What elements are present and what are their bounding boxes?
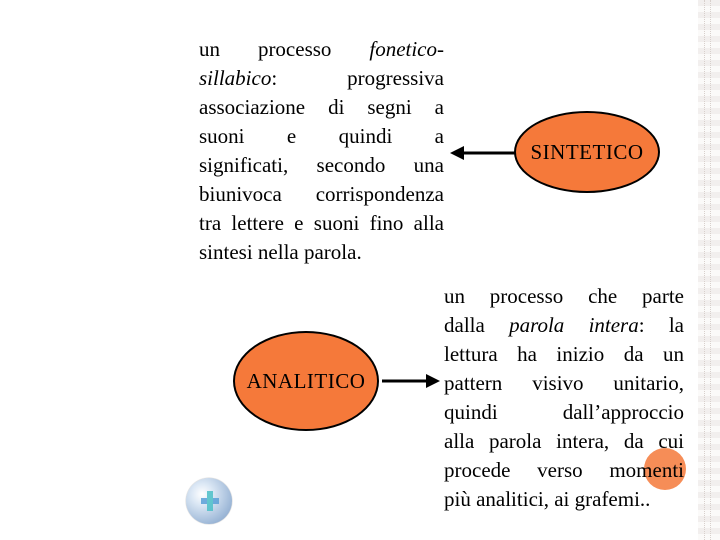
analitico-oval: [233, 331, 379, 431]
text-line: quindi dall’approccio: [444, 400, 684, 424]
arrow-left-icon: [450, 145, 520, 161]
sintetico-label: SINTETICO: [530, 139, 644, 164]
text-line: pattern visivo unitario,: [444, 371, 684, 395]
text-line: significati, secondo una: [199, 153, 444, 177]
text-line: dalla parola intera: la: [444, 313, 684, 337]
text-line: un processo fonetico-: [199, 37, 444, 61]
text-line: associazione di segni a: [199, 95, 444, 119]
synthetic-description: [199, 35, 444, 267]
text-line: alla parola intera, da cui: [444, 429, 684, 453]
text-line: più analitici, ai grafemi..: [444, 487, 651, 511]
arrow-right-icon: [380, 373, 440, 389]
text-line: suoni e quindi a: [199, 124, 444, 148]
text-line: sillabico: progressiva: [199, 66, 444, 90]
analitico-label: ANALITICO: [246, 368, 366, 393]
nav-button-icon[interactable]: [186, 478, 232, 524]
text-line: tra lettere e suoni fino alla: [199, 211, 444, 235]
sintetico-oval: [514, 111, 660, 193]
analytic-description: [444, 282, 684, 514]
text-line: sintesi nella parola.: [199, 240, 362, 264]
text-line: procede verso momenti: [444, 458, 684, 482]
text-line: un processo che parte: [444, 284, 684, 308]
decorative-border: [698, 0, 720, 540]
nav-button-cross: [201, 491, 219, 511]
text-line: lettura ha inizio da un: [444, 342, 684, 366]
text-line: biunivoca corrispondenza: [199, 182, 444, 206]
